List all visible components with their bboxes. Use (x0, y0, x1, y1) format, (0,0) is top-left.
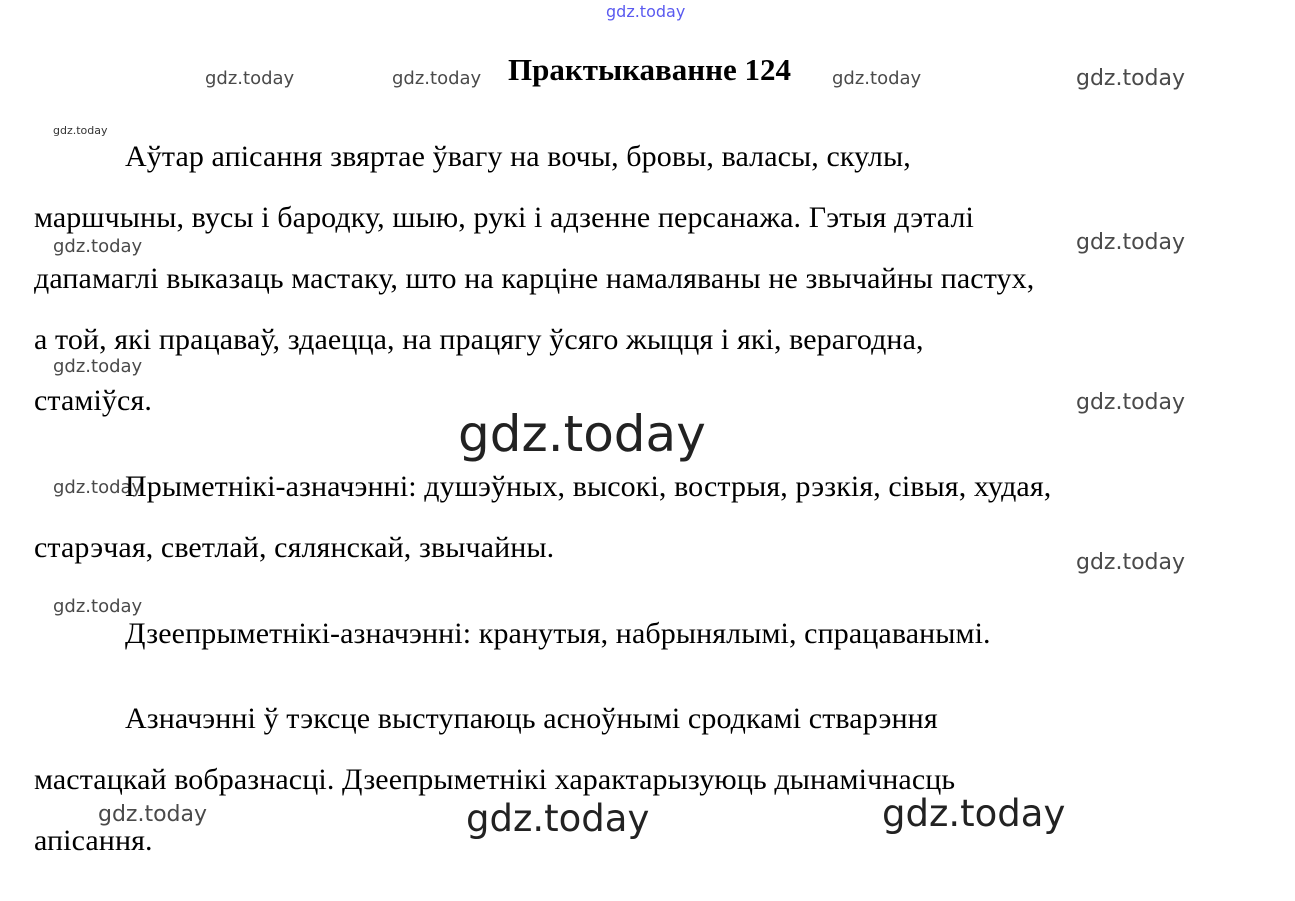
watermark-logo: gdz.today (1076, 390, 1186, 415)
paragraph-1-line-4: а той, які працаваў, здаецца, на працягу ўсяго жыцця і які, верагодна, (34, 323, 924, 356)
watermark-logo: gdz.today (53, 596, 143, 617)
watermark-logo: gdz.today (466, 797, 650, 840)
watermark-logo: gdz.today (1076, 230, 1186, 255)
paragraph-1-line-5: стаміўся. (34, 384, 152, 417)
watermark-logo: gdz.today (53, 124, 108, 137)
page-title: Практыкаванне 124 (508, 52, 792, 87)
watermark-logo: gdz.today (458, 405, 706, 463)
watermark-logo: gdz.today (53, 477, 143, 498)
paragraph-1-line-2: маршчыны, вусы і бародку, шыю, рукі і адзенне персанажа. Гэтыя дэталі (34, 201, 974, 234)
watermark-logo: gdz.today (53, 356, 143, 377)
watermark-logo: gdz.today (1076, 66, 1186, 91)
paragraph-1-line-3: дапамаглі выказаць мастаку, што на карціне намаляваны не звычайны пастух, (34, 262, 1035, 295)
watermark-logo: gdz.today (832, 68, 922, 89)
watermark-logo: gdz.today (606, 2, 686, 21)
paragraph-4-line-3: апісання. (34, 824, 153, 857)
paragraph-4-line-1: Азначэнні ў тэксце выступаюць асноўнымі сродкамі стварэння (125, 702, 938, 735)
paragraph-1-line-1: Аўтар апісання звяртае ўвагу на вочы, бровы, валасы, скулы, (125, 140, 911, 173)
watermark-logo: gdz.today (882, 792, 1066, 835)
watermark-logo: gdz.today (98, 802, 208, 827)
watermark-logo: gdz.today (205, 68, 295, 89)
watermark-logo: gdz.today (1076, 550, 1186, 575)
paragraph-2-line-2: старэчая, светлай, сялянскай, звычайны. (34, 531, 555, 564)
watermark-logo: gdz.today (392, 68, 482, 89)
paragraph-4-line-2: мастацкай вобразнасці. Дзеепрыметнікі характарызуюць дынамічнасць (34, 763, 956, 796)
watermark-logo: gdz.today (53, 236, 143, 257)
paragraph-2-line-1: Прыметнікі-азначэнні: душэўных, высокі, вострыя, рэзкія, сівыя, худая, (125, 470, 1052, 503)
paragraph-3-line-1: Дзеепрыметнікі-азначэнні: кранутыя, набрынялымі, спрацаванымі. (125, 617, 991, 650)
